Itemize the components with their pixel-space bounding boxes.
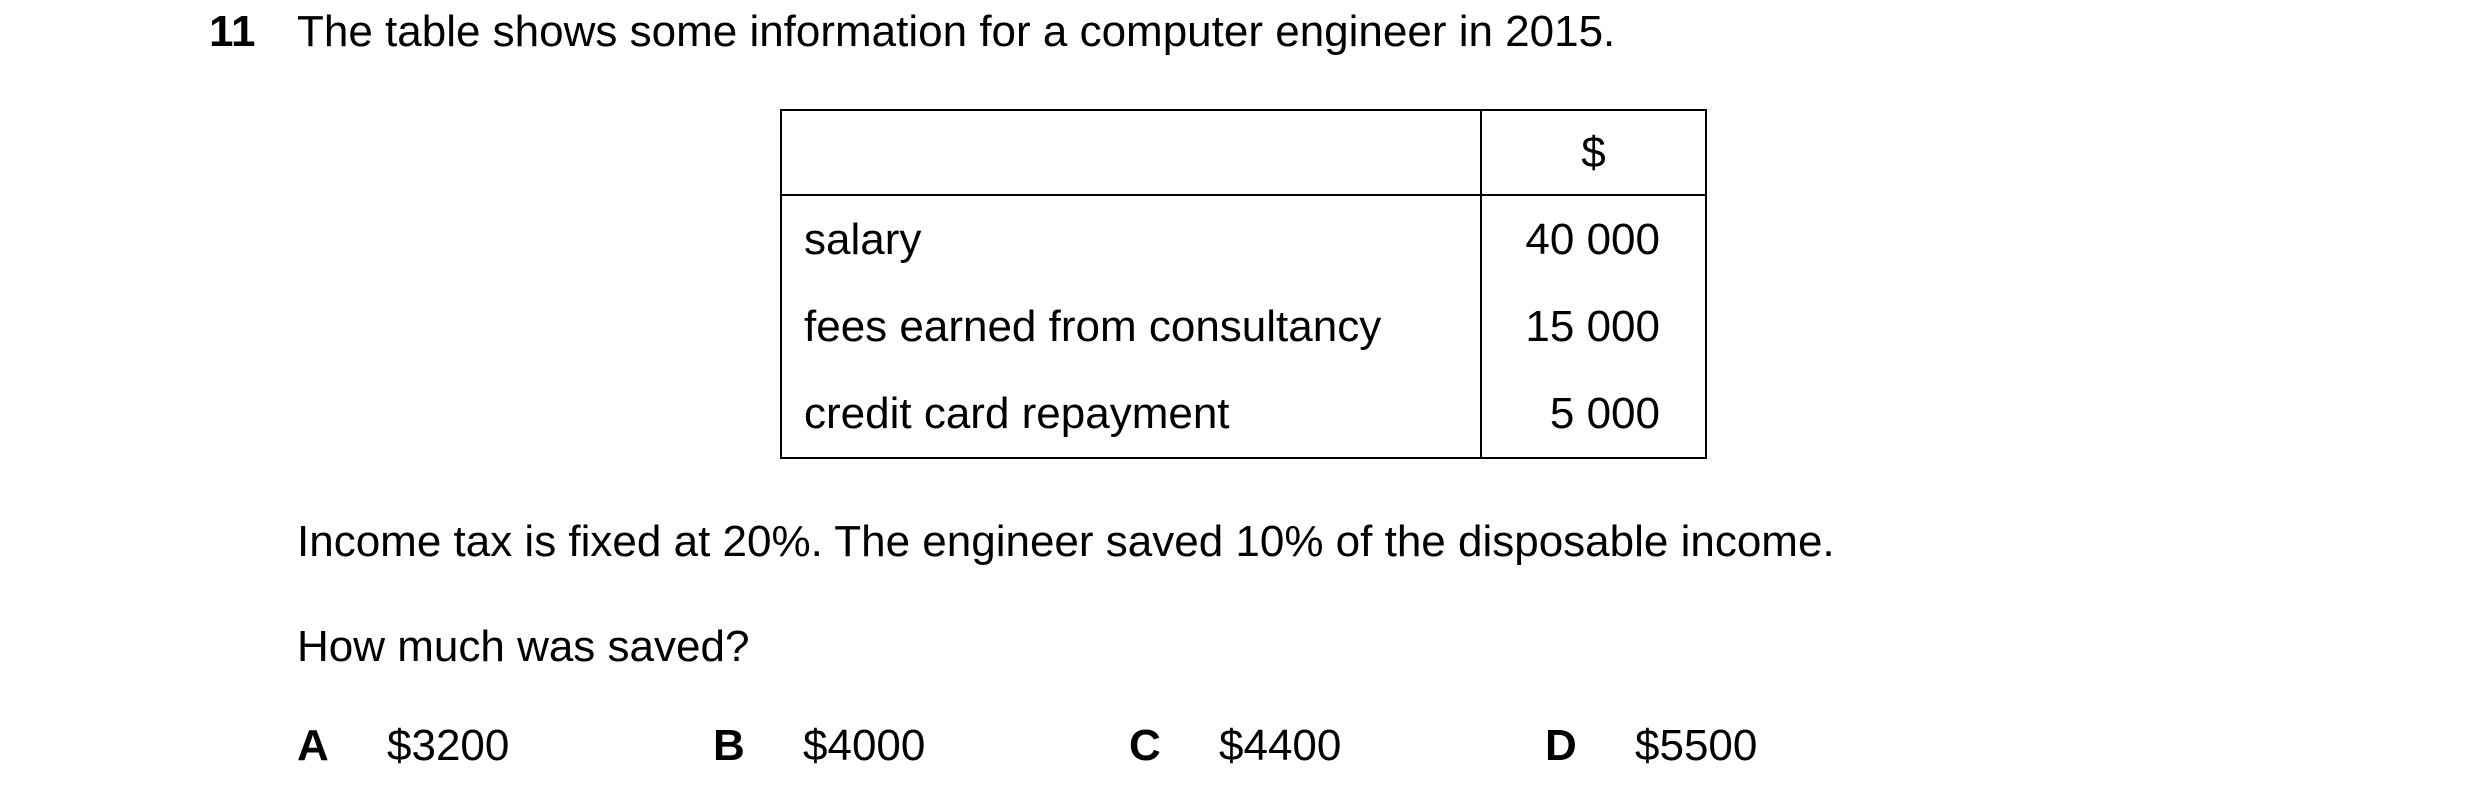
option-text: $5500: [1635, 721, 1758, 770]
table-header-row: [781, 110, 1706, 195]
option-letter: D: [1545, 721, 1577, 770]
option-text: $3200: [387, 721, 510, 770]
option-letter: C: [1129, 721, 1161, 770]
row-label-repayment: credit card repayment: [781, 370, 1481, 458]
info-table: [780, 109, 1707, 459]
option-text: $4000: [803, 721, 926, 770]
option-d[interactable]: [1545, 716, 1757, 776]
table-row: [781, 370, 1706, 458]
option-a[interactable]: [297, 716, 509, 776]
row-label-salary: salary: [781, 195, 1481, 283]
table-header-currency: $: [1481, 110, 1706, 195]
row-value-salary: 40 000: [1481, 195, 1706, 283]
row-value-fees: 15 000: [1481, 283, 1706, 370]
table-row: [781, 283, 1706, 370]
question-prompt: How much was saved?: [297, 622, 750, 671]
option-b[interactable]: [713, 716, 925, 776]
option-letter: B: [713, 721, 745, 770]
row-label-fees: fees earned from consultancy: [781, 283, 1481, 370]
question-intro: The table shows some information for a computer engineer in 2015.: [297, 7, 1616, 56]
question-statement: Income tax is fixed at 20%. The engineer saved 10% of the disposable income.: [297, 517, 1835, 566]
table-header-label: [781, 110, 1481, 195]
option-c[interactable]: [1129, 716, 1341, 776]
row-value-repayment: 5 000: [1481, 370, 1706, 458]
option-text: $4400: [1219, 721, 1342, 770]
question-number: 11: [209, 7, 256, 56]
table-row: [781, 195, 1706, 283]
option-letter: A: [297, 721, 329, 770]
